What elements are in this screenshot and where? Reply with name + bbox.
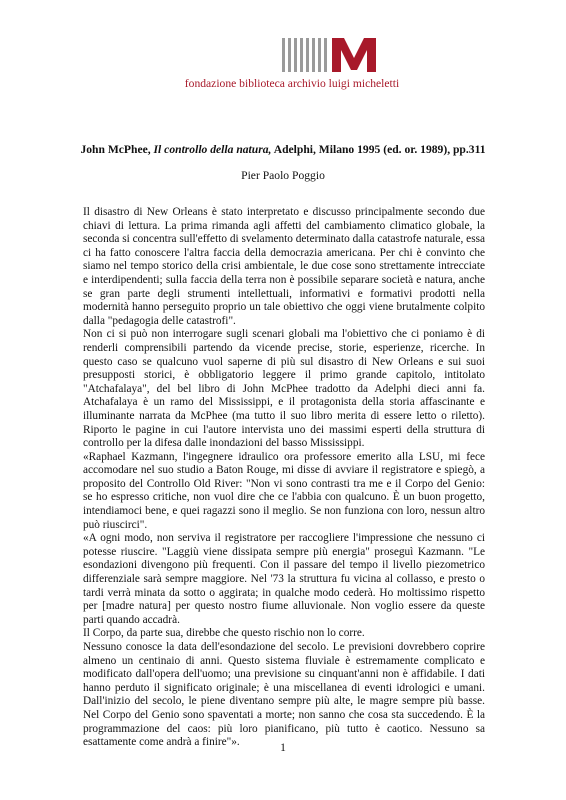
paragraph: Il Corpo, da parte sua, direbbe che questo rischio non lo corre.: [83, 627, 365, 640]
book-details: Adelphi, Milano 1995 (ed. or. 1989), pp.311: [273, 143, 486, 156]
paragraph: Nessuno conosce la data dell'esondazione del secolo. Le previsioni dovrebbero coprire almeno un centinaio di anni. Questo sistema fluviale è estremamente complicato e modificato dall'opera dell'uomo; una previsione su cinquant'anni non è affidabile. I dati hanno perduto il significato originale; è una miscellanea di eventi idrologici e umani. Dall'inizio del secolo, le piene diventano sempre più alte, le magre sempre più basse. Nel Corpo del Genio sono spaventati a morte; non sanno che cosa sta succedendo. È la programmazione del caos: più loro pianificano, più tutto è caotico. Nessuno sa esattamente come andrà a finire"».: [83, 641, 485, 749]
bibliographic-reference: [20, 143, 546, 156]
paragraph: «A ogni modo, non serviva il registratore per raccogliere l'impressione che nessuno ci potesse riuscire. "Laggiù viene dissipata sempre più energia" proseguì Kazmann. "Le esondazioni divengono più frequenti. Con il passare del tempo il livello piezometrico differenziale sarà sempre maggiore. Nel '73 la struttura fu vicina al collasso, e presto o tardi verrà minata da sotto o aggirata; in qualche modo cederà. Ho moltissimo rispetto per [madre natura] per questo nostro fiume alluvionale. Non voglio essere da queste parti quando accadrà.: [83, 532, 485, 626]
paragraph: «Raphael Kazmann, l'ingegnere idraulico ora professore emerito alla LSU, mi fece accomodare nel suo studio a Baton Rouge, mi disse di avviare il registratore e spiegò, a proposito del Controllo Old River: "Non vi sono contrasti tra me e il Corpo del Genio: se ho espresso critiche, non vuol dire che ce l'abbia con qualcuno. È un buon progetto, intendiamoci bene, e quei ragazzi sono il meglio. Se non funziona con loro, nessun altro può riuscirci".: [83, 450, 485, 531]
micheletti-logo-mark: [282, 38, 382, 72]
review-body: [83, 206, 485, 750]
foundation-logo: [172, 38, 412, 94]
paragraph: Il disastro di New Orleans è stato interpretato e discusso principalmente secondo due chiavi di lettura. La prima rimanda agli affetti del cambiamento climatico globale, la seconda si concentra sull'effetto di svelamento determinato dalla catastrofe naturale, essa ci ha fatto conoscere l'altra faccia della democrazia americana. Per chi è convinto che siamo nel tempo storico della crisi ambientale, le due cose sono strettamente intrecciate e interdipendenti; sulla faccia della terra non è possibile separare società e natura, anche se gran parte degli strumenti intellettuali, informativi e formativi prodotti nella modernità hanno perseguito proprio un tale obiettivo che oggi viene brutalmente colpito dalla "pedagogia delle catastrofi".: [83, 206, 485, 327]
page-number: 1: [280, 741, 286, 754]
paragraph: Non ci si può non interrogare sugli scenari globali ma l'obiettivo che ci poniamo è di renderli comprensibili partendo da vicende precise, storie, esperienze, ricerche. In questo caso se qualcuno vuol saperne di più sul disastro di New Orleans e sui suoi presupposti storici, è obbligatorio leggere il primo grande capitolo, intitolato "Atchafalaya", del bel libro di John McPhee tradotto da Adelphi dieci anni fa. Atchafalaya è un ramo del Mississippi, e il protagonista della storia affascinante e illuminante narrata da McPhee (ma tutto il suo libro merita di essere letto o riletto). Riporto le pagine in cui l'autore intervista uno dei massimi esperti della struttura di controllo per la difesa dalle inondazioni del basso Mississippi.: [83, 328, 485, 450]
review-author: Pier Paolo Poggio: [241, 169, 325, 182]
book-author: John McPhee,: [80, 143, 151, 156]
book-title: Il controllo della natura,: [153, 143, 272, 156]
logo-caption: fondazione biblioteca archivio luigi micheletti: [184, 77, 400, 90]
